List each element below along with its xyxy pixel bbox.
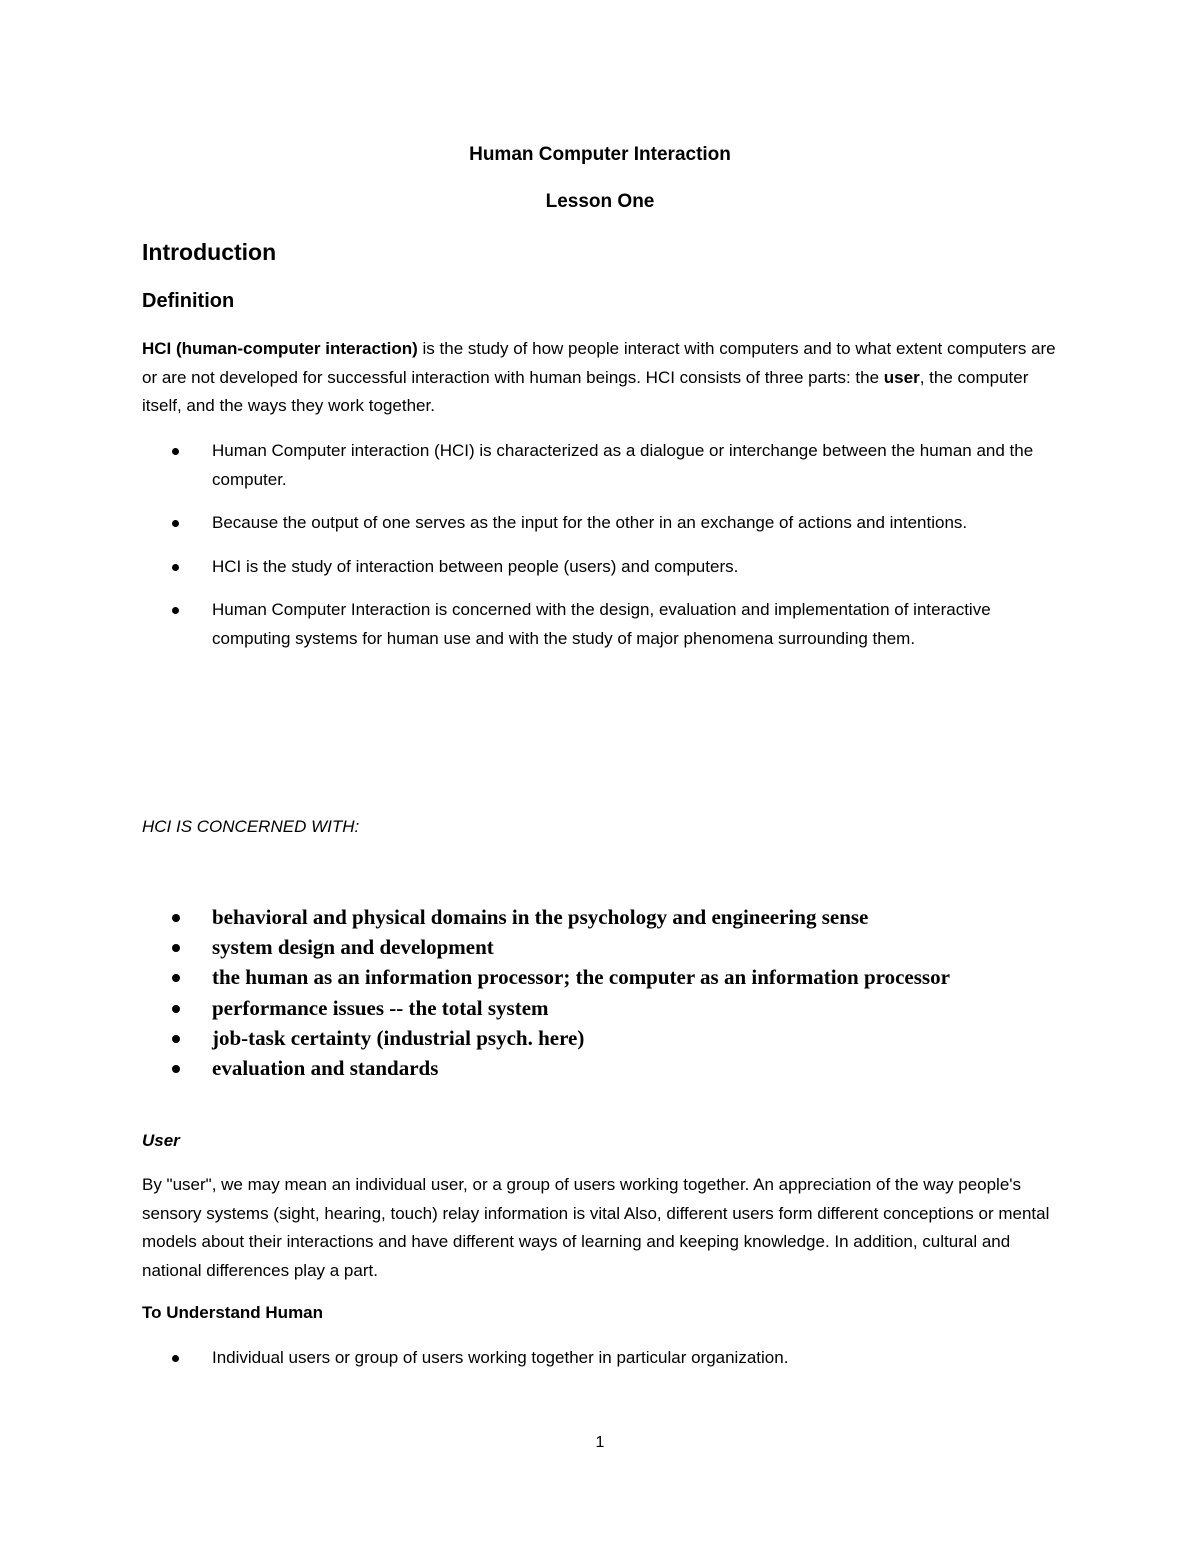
list-item: behavioral and physical domains in the psychology and engineering sense [172, 902, 1072, 932]
concerned-bullet-list [172, 902, 1072, 1083]
understand-bullet-list [172, 1344, 1052, 1373]
list-item: Because the output of one serves as the input for the other in an exchange of actions and intentions. [172, 509, 1052, 538]
section-heading-introduction: Introduction [142, 239, 277, 265]
heading-definition: Definition [142, 290, 235, 312]
bullet-icon [172, 974, 180, 982]
user-term: user [883, 367, 920, 387]
list-item: Human Computer Interaction is concerned with the design, evaluation and implementation of interactive computing systems for human use and with the study of major phenomena surrounding them. [172, 596, 1052, 653]
list-item: Human Computer interaction (HCI) is characterized as a dialogue or interchange between the human and the computer. [172, 437, 1052, 494]
user-paragraph: By "user", we may mean an individual user, or a group of users working together. An appreciation of the way people's sensory systems (sight, hearing, touch) relay information is vital Also, different users form different conceptions or mental models about their interactions and have different ways of learning and keeping knowledge. In addition, cultural and national differences play a part. [142, 1175, 1050, 1280]
bullet-icon [172, 1355, 179, 1362]
page-number: 1 [595, 1434, 605, 1451]
list-item: HCI is the study of interaction between people (users) and computers. [172, 553, 1052, 582]
list-item: system design and development [172, 932, 1072, 962]
document-title: Human Computer Interaction [469, 144, 731, 165]
bullet-icon [172, 564, 179, 571]
list-item: the human as an information processor; the computer as an information processor [172, 962, 1072, 992]
heading-user: User [142, 1131, 180, 1150]
list-item: job-task certainty (industrial psych. here) [172, 1023, 1072, 1053]
definition-bullet-list [172, 437, 1052, 653]
list-item: Individual users or group of users working together in particular organization. [172, 1344, 1052, 1373]
bullet-icon [172, 914, 180, 922]
hci-term: HCI (human-computer interaction) [142, 339, 418, 358]
list-item: performance issues -- the total system [172, 993, 1072, 1023]
document-subtitle: Lesson One [545, 191, 655, 212]
bullet-icon [172, 607, 179, 614]
definition-paragraph [142, 335, 1072, 421]
heading-understand-human: To Understand Human [142, 1303, 324, 1322]
bullet-icon [172, 944, 180, 952]
heading-concerned-with: HCI IS CONCERNED WITH: [142, 817, 360, 836]
bullet-icon [172, 1065, 180, 1073]
list-item: evaluation and standards [172, 1053, 1072, 1083]
definition-text-1: is the study of how people interact with computers and to what extent computers are or are not developed for successful interaction with human beings. HCI consists of three parts: the [142, 339, 1056, 387]
bullet-icon [172, 520, 179, 527]
bullet-icon [172, 1005, 180, 1013]
definition-text-2: , the computer itself, and the ways they work together. [142, 367, 1029, 415]
bullet-icon [172, 448, 179, 455]
bullet-icon [172, 1035, 180, 1043]
